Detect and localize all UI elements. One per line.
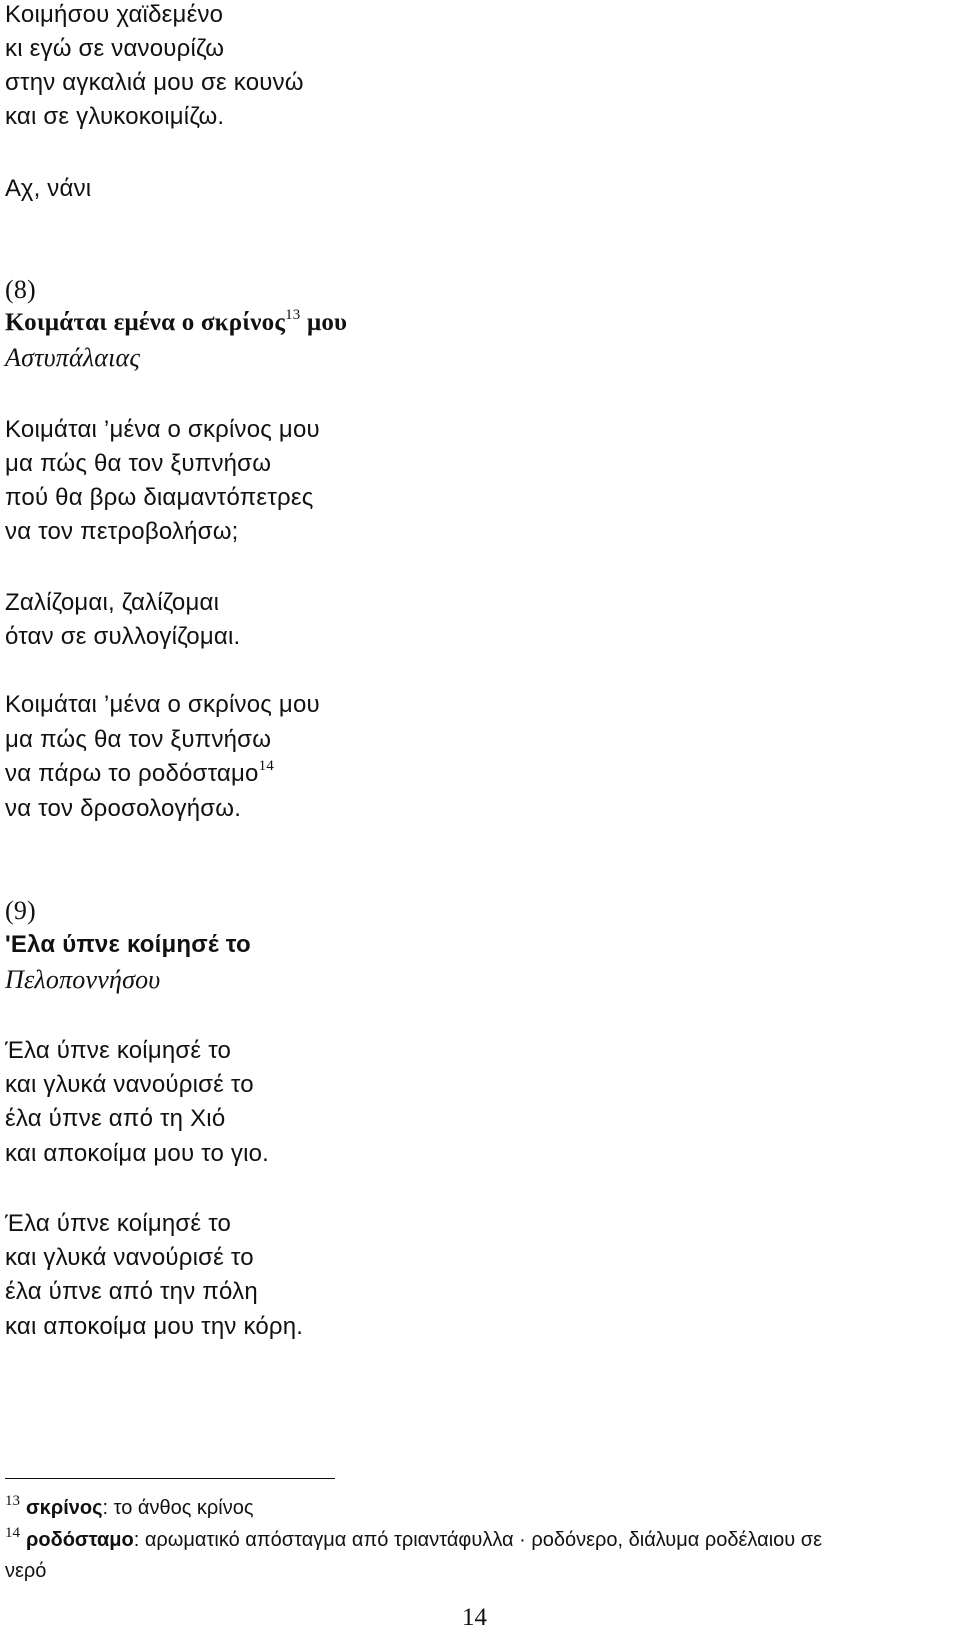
verse-line: να τον πετροβολήσω; [5,518,239,545]
verse-line: Κοιμήσου χαϊδεμένο [5,1,224,28]
verse-line: Έλα ύπνε κοίμησέ το [5,1037,232,1064]
song-title: 'Ελα ύπνε κοίμησέ το [5,931,251,958]
verse-text: να πάρω το ροδόσταμο [5,760,259,787]
verse-line: Κοιμάται ’μένα ο σκρίνος μου [5,416,320,443]
verse-line: Κοιμάται ’μένα ο σκρίνος μου [5,691,320,718]
page-number: 14 [462,1604,487,1631]
verse-line: και σε γλυκοκοιμίζω. [5,103,225,130]
verse-line: πού θα βρω διαμαντόπετρες [5,484,314,511]
verse-line: μα πώς θα τον ξυπνήσω [5,726,272,753]
footnote-number: 14 [5,1525,20,1541]
verse-line: Ζαλίζομαι, ζαλίζομαι [5,589,220,616]
song-region: Πελοποννήσου [5,965,161,994]
verse-line: έλα ύπνε από την πόλη [5,1278,258,1305]
verse-line: Έλα ύπνε κοίμησέ το [5,1210,232,1237]
song-number: (9) [5,896,36,925]
footnote [5,1495,254,1521]
song-region: Αστυπάλαιας [5,343,141,372]
verse-line: και γλυκά νανούρισέ το [5,1071,254,1098]
footnote-term: σκρίνος [26,1497,103,1519]
refrain-line: Αχ, νάνι [5,175,92,202]
song-number: (8) [5,275,36,304]
verse-line: στην αγκαλιά μου σε κουνώ [5,69,304,96]
verse-line: μα πώς θα τον ξυπνήσω [5,450,272,477]
song-title [5,308,347,338]
verse-line [5,759,274,789]
footnote-ref: 13 [285,307,301,323]
footnote-ref: 14 [258,758,274,774]
verse-line: και γλυκά νανούρισέ το [5,1244,254,1271]
footnote-term: ροδόσταμο [26,1529,134,1551]
song-title-tail: μου [300,309,348,336]
footnote-number: 13 [5,1493,20,1509]
verse-line: και αποκοίμα μου το γιο. [5,1140,270,1167]
footnote-separator [5,1478,335,1479]
verse-line: όταν σε συλλογίζομαι. [5,623,241,650]
footnote-definition: : το άνθος κρίνος [102,1497,254,1519]
verse-line: έλα ύπνε από τη Χιό [5,1105,226,1132]
verse-line: να τον δροσολογήσω. [5,795,242,822]
footnote [5,1527,822,1553]
verse-line: και αποκοίμα μου την κόρη. [5,1313,304,1340]
footnote-continuation: νερό [5,1560,47,1582]
footnote-definition: : αρωματικό απόσταγμα από τριαντάφυλλα · ροδόνερο, διάλυμα ροδέλαιου σε [133,1529,823,1551]
song-title-text: Κοιμάται εμένα ο σκρίνος [5,309,286,336]
verse-line: κι εγώ σε νανουρίζω [5,35,225,62]
